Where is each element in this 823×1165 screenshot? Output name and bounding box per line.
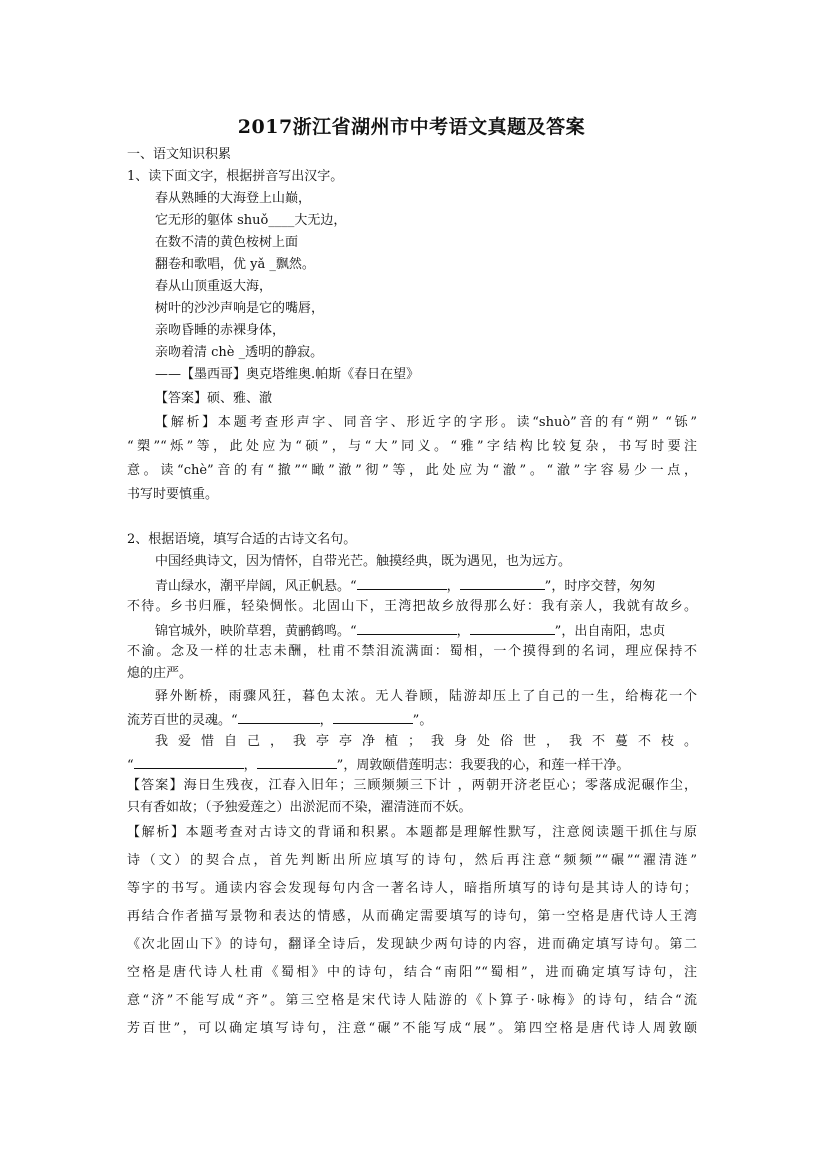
fill-text: ”，周敦颐借莲明志：我要我的心，和莲一样干净。 xyxy=(336,758,630,773)
answer-blank[interactable] xyxy=(460,576,545,590)
question-1-analysis-line: 意。读“chè”音的有“撤”“瞰”澈”彻”等，此处应为“澈”。“澈”字容易少一点， xyxy=(127,463,697,478)
fill-text: ， xyxy=(446,579,460,594)
question-2-answer-line: 【答案】海日生残夜，江春入旧年；三顾频频三下计 ，两朝开济老臣心；零落成泥碾作尘， xyxy=(127,778,697,793)
fill-text: ”。 xyxy=(412,713,433,728)
poem-source: ——【墨西哥】奥克塔维奥.帕斯《春日在望》 xyxy=(155,367,420,382)
poem-line: 它无形的躯体 shuǒ____大无边， xyxy=(155,213,347,228)
paragraph-line: 驿外断桥，雨骤风狂，暮色太浓。无人眷顾，陆游却压上了自己的一生，给梅花一个 xyxy=(155,689,697,704)
question-2-analysis-line: 等字的书写。通读内容会发现每句内含一著名诗人，暗指所填写的诗句是其诗人的诗句； xyxy=(127,881,697,896)
answer-blank[interactable] xyxy=(134,755,244,769)
question-2-analysis-line: 芳百世”，可以确定填写诗句，注意“碾”不能写成“展”。第四空格是唐代诗人周敦颐 xyxy=(127,1021,697,1036)
question-2-intro: 中国经典诗文，因为情怀，自带光芒。触摸经典，既为遇见，也为远方。 xyxy=(155,554,572,569)
fill-text: ”，出自南阳，忠贞 xyxy=(554,624,666,639)
fill-text: 锦官城外，映阶草碧，黄鹂鹤鸣。“ xyxy=(155,624,357,639)
question-1-analysis-line: “槊”“烁”等，此处应为“硕”，与“大”同义。“雅”字结构比较复杂，书写时要注 xyxy=(127,439,697,454)
question-2-prompt: 2、根据语境，填写合适的古诗文名句。 xyxy=(127,532,357,547)
question-2-analysis-line: 【解析】本题考查对古诗文的背诵和积累。本题都是理解性默写，注意阅读题干抓住与原 xyxy=(127,825,697,840)
answer-blank[interactable] xyxy=(333,710,413,724)
paragraph-line: 我爱惜自己，我亭亭净植；我身处俗世，我不蔓不枝。 xyxy=(155,734,697,749)
fill-line xyxy=(155,621,665,641)
paragraph-line: 熄的庄严。 xyxy=(127,666,193,681)
fill-line xyxy=(127,710,432,730)
question-1-analysis-line: 【解析】本题考查形声字、同音字、形近字的字形。读“shuò”音的有“朔” “铄” xyxy=(155,415,697,430)
answer-blank[interactable] xyxy=(238,710,320,724)
question-1-prompt: 1、读下面文字，根据拼音写出汉字。 xyxy=(127,169,344,184)
question-1-analysis-line: 书写时要慎重。 xyxy=(127,487,219,502)
question-2-analysis-line: 再结合作者描写景物和表达的情感，从而确定需要填写的诗句，第一空格是唐代诗人王湾 xyxy=(127,909,697,924)
fill-text: ， xyxy=(243,758,257,773)
paragraph-line: 不待。乡书归雁，轻染惆怅。北固山下，王湾把故乡放得那么好：我有亲人，我就有故乡。 xyxy=(127,599,697,614)
question-2-analysis-line: 《次北固山下》的诗句，翻译全诗后，发现缺少两句诗的内容，进而确定填写诗句。第二 xyxy=(127,937,697,952)
document-title: 2017浙江省湖州市中考语文真题及答案 xyxy=(237,116,586,138)
fill-text: 青山绿水，潮平岸阔，风正帆悬。“ xyxy=(155,579,357,594)
section-heading: 一、语文知识积累 xyxy=(127,147,232,162)
fill-text: “ xyxy=(127,758,134,773)
fill-text: ， xyxy=(319,713,333,728)
poem-line: 树叶的沙沙声响是它的嘴唇， xyxy=(155,301,325,316)
answer-blank[interactable] xyxy=(357,621,457,635)
answer-blank[interactable] xyxy=(257,755,337,769)
fill-text: 流芳百世的灵魂。“ xyxy=(127,713,238,728)
fill-line xyxy=(127,755,629,775)
poem-line: 在数不清的黄色桉树上面 xyxy=(155,235,299,250)
question-2-analysis-line: 空格是唐代诗人杜甫《蜀相》中的诗句，结合“南阳”“蜀相”，进而确定填写诗句，注 xyxy=(127,965,697,980)
poem-line: 亲吻着清 chè _透明的静寂。 xyxy=(155,345,324,360)
paragraph-line: 不渝。念及一样的壮志未酬，杜甫不禁泪流满面：蜀相，一个摸得到的名词，理应保持不 xyxy=(127,644,697,659)
question-2-analysis-line: 诗（文）的契合点，首先判断出所应填写的诗句，然后再注意“频频”“碾”“濯清涟” xyxy=(127,853,697,868)
poem-line: 翻卷和歌唱，优 yǎ _飘然。 xyxy=(155,257,315,272)
question-2-analysis-line: 意“济”不能写成“齐”。第三空格是宋代诗人陆游的《卜算子·咏梅》的诗句，结合“流 xyxy=(127,993,697,1008)
fill-text: ”，时序交替，匆匆 xyxy=(544,579,656,594)
fill-line xyxy=(155,576,655,596)
question-1-answer: 【答案】硕、雅、澈 xyxy=(155,391,273,406)
poem-line: 亲吻昏睡的赤裸身体， xyxy=(155,323,286,338)
poem-line: 春从山顶重返大海， xyxy=(155,279,273,294)
answer-blank[interactable] xyxy=(470,621,555,635)
fill-text: ， xyxy=(456,624,470,639)
poem-line: 春从熟睡的大海登上山巅， xyxy=(155,191,312,206)
question-2-answer-line: 只有香如故；（予独爱莲之）出淤泥而不染，濯清涟而不妖。 xyxy=(127,800,472,815)
answer-blank[interactable] xyxy=(357,576,447,590)
